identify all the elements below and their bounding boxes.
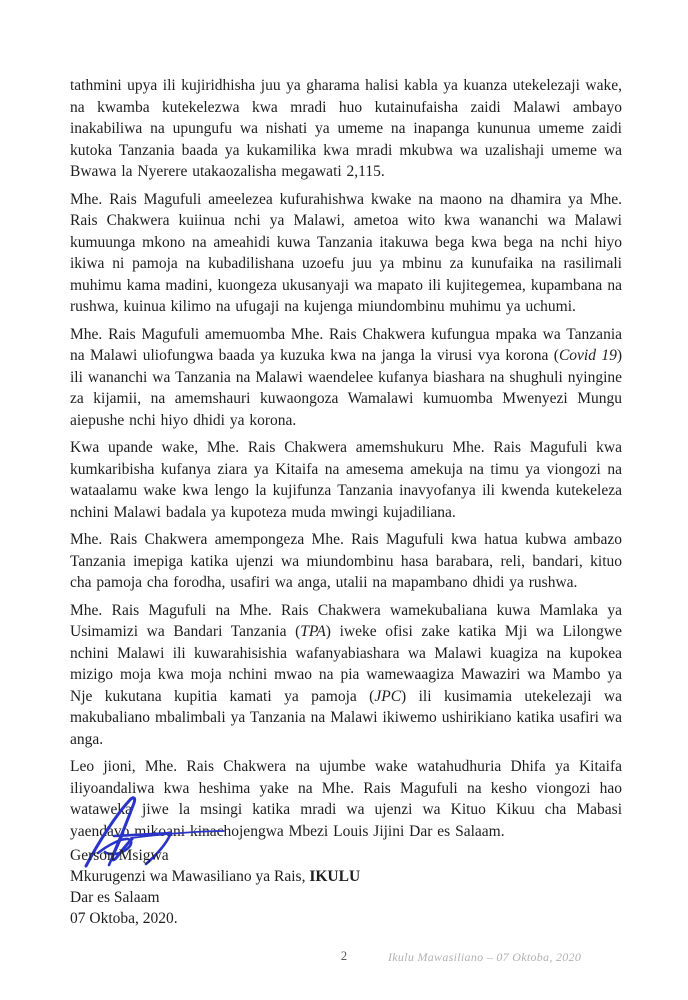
text-run: Mkurugenzi wa Mawasiliano ya Rais,	[70, 868, 310, 885]
paragraph	[70, 529, 622, 594]
paragraph	[70, 75, 622, 183]
footer-note: Ikulu Mawasiliano – 07 Oktoba, 2020	[388, 950, 582, 964]
signature-line	[70, 908, 490, 929]
text-run: Leo jioni, Mhe. Rais Chakwera na ujumbe wake watahudhuria Dhifa ya Kitaifa iliyoandaliwa kwa heshima yake na Mhe. Rais Magufuli na kesho viongozi hao wataweka jiwe la msingi katika mradi wa ujenzi wa Kituo Kikuu cha Mabasi yaendavo mikoani kinachojengwa Mbezi Louis Jijini Dar es Salaam.	[70, 758, 622, 840]
text-run: 07 Oktoba, 2020.	[70, 910, 178, 927]
text-run: ) iweke ofisi zake katika Mji wa Lilongwe nchini Malawi ili kuwarahisishia wafanyabiashara wa Malawi kuagiza na kupokea mizigo moja kwa moja nchini mwao na pia wamewaagiza Mawaziri wa Mambo ya Nje kukutana kupitia kamati ya pamoja (	[70, 623, 622, 705]
text-run: Mhe. Rais Magufuli amemuomba Mhe. Rais Chakwera kufungua mpaka wa Tanzania na Malawi uliofungwa baada ya kuzuka kwa na janga la virusi vya korona (	[70, 325, 622, 364]
bold-run: IKULU	[309, 868, 361, 885]
text-run: Mhe. Rais Magufuli ameelezea kufurahishwa kwake na maono na dhamira ya Mhe. Rais Chakwera kuiinua nchi ya Malawi, ametoa wito kwa wananchi wa Malawi kumuunga mkono na ameahidi kuwa Tanzania itakuwa bega kwa bega na nchi hiyo ikiwa ni pamoja na kubadilishana uzoefu juu ya mbinu za kunufaika na rasilimali muhimu kama madini, kuongeza ukusanyaji wa mapato ili kujitegemea, kupambana na rushwa, kuinua kilimo na ufugaji na kujenga miundombinu muhimu ya uchumi.	[70, 190, 622, 315]
text-run: Mhe. Rais Chakwera amempongeza Mhe. Rais Magufuli kwa hatua kubwa ambazo Tanzania imepiga katika ujenzi wa miundombinu hasa barabara, reli, bandari, kituo cha pamoja cha forodha, usafiri wa anga, utalii na mapambano dhidi ya rushwa.	[70, 531, 622, 591]
page-number: 2	[340, 949, 348, 963]
signature-block	[70, 845, 490, 929]
document-body	[70, 75, 622, 848]
italic-run: TPA	[300, 623, 326, 640]
paragraph	[70, 437, 622, 523]
text-run: tathmini upya ili kujiridhisha juu ya gharama halisi kabla ya kuanza utekelezaji wake, na kwamba kutekelezwa kwa mradi huo kutainufaisha zaidi Malawi ambayo inakabiliwa na upungufu wa nishati ya umeme na inapanga kununua umeme zaidi kutoka Tanzania baada ya kukamilika kwa mradi mkubwa wa uzalishaji umeme wa Bwawa la Nyerere utakaozalisha megawati 2,115.	[70, 77, 622, 180]
italic-run: JPC	[374, 687, 402, 705]
text-run: Mhe. Rais Magufuli na Mhe. Rais Chakwera wamekubaliana kuwa Mamlaka ya Usimamizi wa Bandari Tanzania (	[70, 601, 622, 640]
paragraph	[70, 324, 622, 432]
text-run: Gerson Msigwa	[70, 847, 169, 864]
text-run: Dar es Salaam	[70, 889, 160, 906]
paragraph	[70, 600, 622, 751]
signature-line	[70, 845, 490, 866]
text-run: ) ili kusimamia utekelezaji wa makubaliano mbalimbali ya Tanzania na Malawi ikiwemo ushirikiano katika usafiri wa anga.	[70, 687, 622, 748]
signature-line	[70, 866, 490, 887]
signature-line	[70, 887, 490, 908]
italic-run: Covid 19	[558, 347, 617, 364]
text-run: Kwa upande wake, Mhe. Rais Chakwera amemshukuru Mhe. Rais Magufuli kwa kumkaribisha kufanya ziara ya Kitaifa na amesema amekuja na timu ya viongozi na wataalamu wake kwa lengo la kujifunza Tanzania inavyofanya ili kwenda kutekeleza nchini Malawi badala ya kupoteza muda mwingi kujadiliana.	[70, 439, 622, 521]
text-run: ) ili wananchi wa Tanzania na Malawi waendelee kufanya biashara na shughuli nyingine za kijamii, na amemshauri kuwaongoza Wamalawi kumuomba Mwenyezi Mungu aiepushe nchi hiyo dhidi ya korona.	[70, 347, 622, 429]
page-footer	[0, 949, 688, 969]
paragraph	[70, 189, 622, 318]
